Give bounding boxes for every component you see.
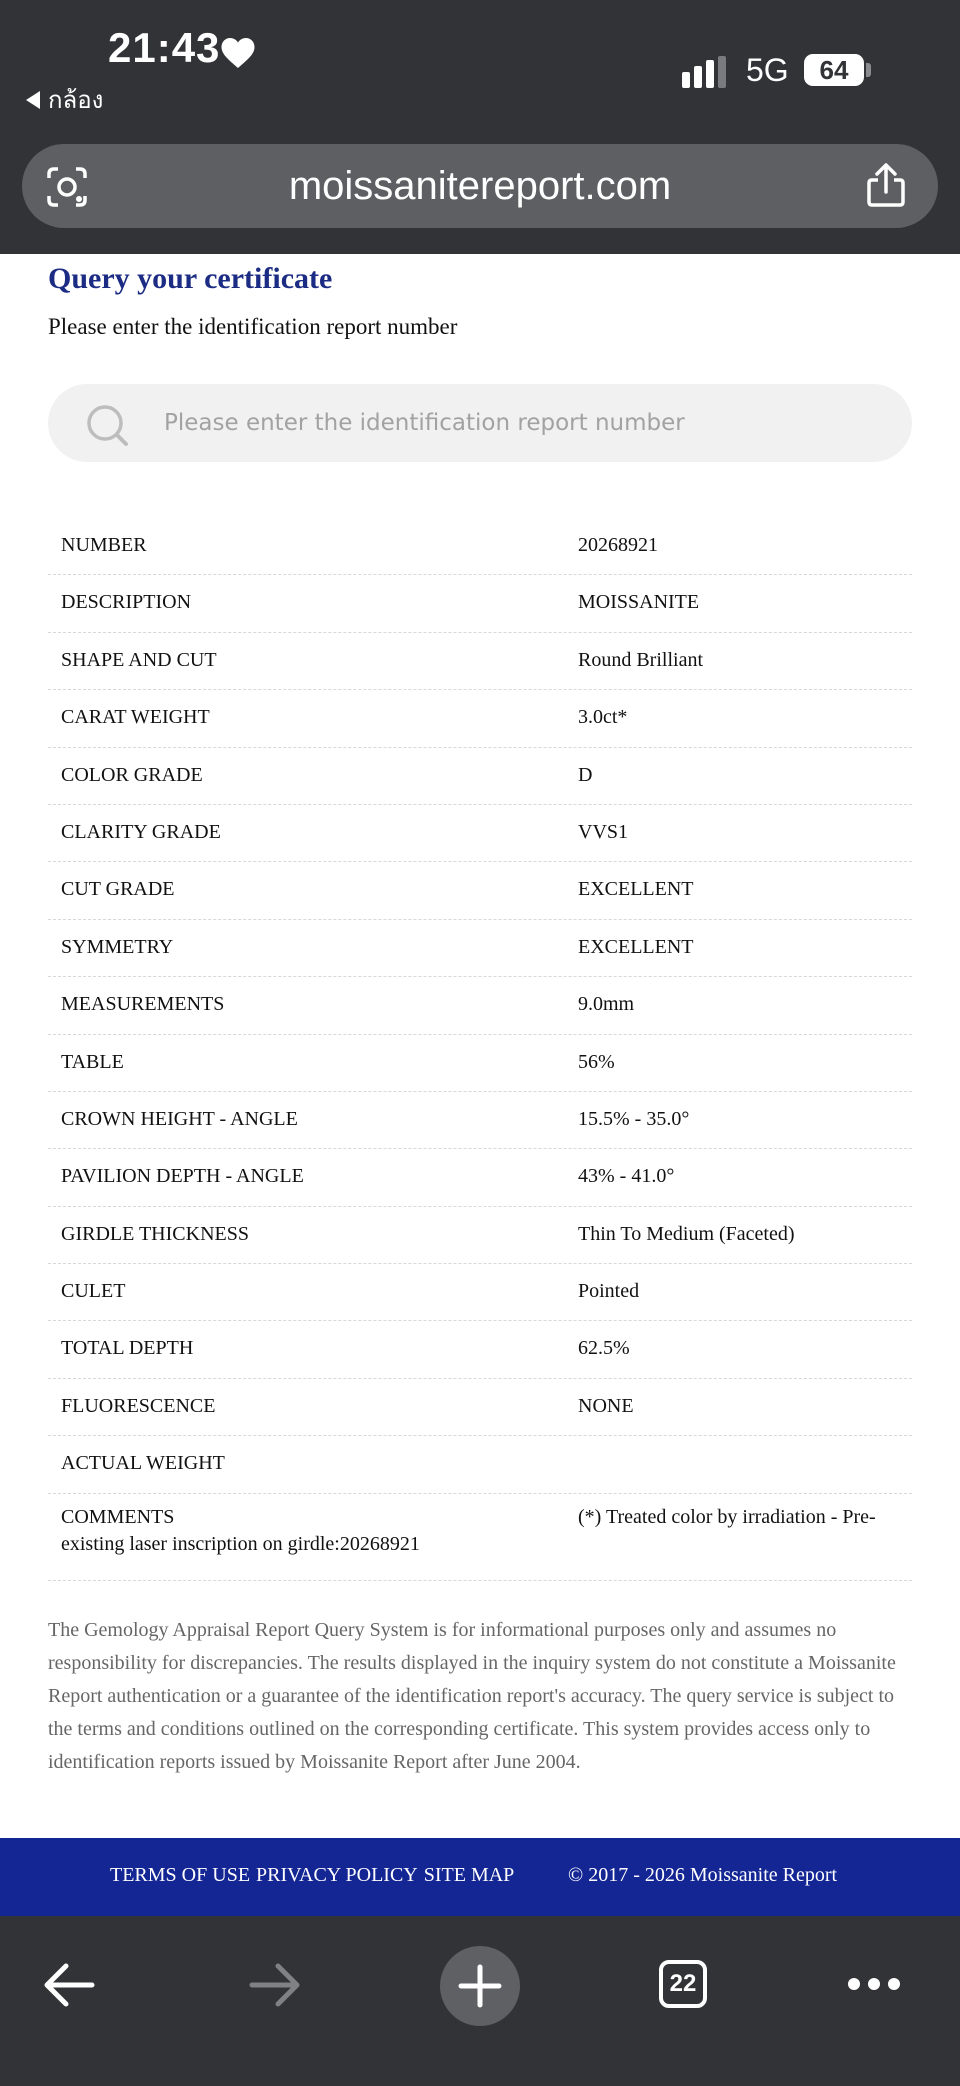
- status-time: 21:43: [108, 24, 221, 71]
- report-label: COLOR GRADE: [61, 763, 203, 786]
- report-row-color-grade: [48, 748, 912, 805]
- report-row-carat-weight: [48, 690, 912, 747]
- tab-switcher-button[interactable]: 22: [659, 1960, 707, 2008]
- site-map-link[interactable]: SITE MAP: [423, 1864, 515, 1886]
- report-label: MEASUREMENTS: [61, 993, 225, 1016]
- report-value: EXCELLENT: [578, 935, 694, 958]
- comments-continuation: existing laser inscription on girdle:20268921: [61, 1532, 420, 1555]
- search-box[interactable]: [48, 384, 912, 462]
- report-label: TABLE: [61, 1050, 124, 1073]
- browser-toolbar: [0, 1916, 960, 2086]
- report-value: 56%: [578, 1050, 615, 1073]
- heart-icon: [220, 36, 256, 70]
- report-row-symmetry: [48, 920, 912, 977]
- report-row-shape-and-cut: [48, 633, 912, 690]
- battery-indicator: 64: [804, 54, 864, 86]
- report-label: CUT GRADE: [61, 878, 175, 901]
- report-label: DESCRIPTION: [61, 591, 192, 614]
- copyright-text: © 2017 - 2026 Moissanite Report: [568, 1864, 838, 1886]
- report-label: CARAT WEIGHT: [61, 706, 210, 729]
- report-label: SHAPE AND CUT: [61, 648, 217, 671]
- report-row-cut-grade: [48, 862, 912, 919]
- report-value: 20268921: [578, 534, 658, 556]
- report-value: EXCELLENT: [578, 878, 694, 901]
- new-tab-button[interactable]: [440, 1946, 520, 2026]
- report-row-measurements: [48, 977, 912, 1034]
- network-type: 5G: [746, 52, 789, 88]
- report-value: D: [578, 763, 593, 786]
- terms-of-use-link[interactable]: TERMS OF USE: [110, 1864, 251, 1886]
- report-value: MOISSANITE: [578, 591, 700, 614]
- report-row-crown-height-angle: [48, 1092, 912, 1149]
- report-row-description: [48, 575, 912, 632]
- report-row-girdle-thickness: [48, 1207, 912, 1264]
- report-label: CULET: [61, 1280, 126, 1303]
- report-value: 15.5% - 35.0°: [578, 1107, 690, 1130]
- report-label: TOTAL DEPTH: [61, 1337, 194, 1360]
- report-row-table: [48, 1035, 912, 1092]
- report-value: VVS1: [578, 820, 629, 843]
- report-label: GIRDLE THICKNESS: [61, 1222, 249, 1245]
- report-label: PAVILION DEPTH - ANGLE: [61, 1165, 304, 1188]
- page-subtitle: Please enter the identification report number: [48, 314, 458, 339]
- report-value: Thin To Medium (Faceted): [578, 1222, 795, 1245]
- report-label: SYMMETRY: [61, 935, 174, 958]
- comments-value: (*) Treated color by irradiation - Pre-: [578, 1505, 876, 1528]
- report-value: 62.5%: [578, 1337, 630, 1360]
- more-options-icon[interactable]: [846, 1972, 902, 1996]
- report-label: CLARITY GRADE: [61, 820, 221, 843]
- report-row-pavilion-depth-angle: [48, 1149, 912, 1206]
- page-title: Query your certificate: [48, 262, 333, 295]
- report-row-number: [48, 518, 912, 575]
- privacy-policy-link[interactable]: PRIVACY POLICY: [256, 1864, 418, 1886]
- report-value: Round Brilliant: [578, 648, 703, 671]
- plus-icon: [458, 1964, 502, 2008]
- report-value: NONE: [578, 1394, 634, 1417]
- report-row-culet: [48, 1264, 912, 1321]
- report-row-total-depth: [48, 1321, 912, 1378]
- back-arrow-icon[interactable]: [42, 1960, 96, 2010]
- address-bar[interactable]: [22, 144, 938, 228]
- report-value: 43% - 41.0°: [578, 1165, 675, 1188]
- site-footer: [0, 1838, 960, 1916]
- report-label: ACTUAL WEIGHT: [61, 1452, 225, 1475]
- report-label: NUMBER: [61, 534, 147, 556]
- footer-links: [110, 1864, 514, 1887]
- report-row-fluorescence: [48, 1379, 912, 1436]
- back-app-label: กล้อง: [48, 86, 104, 114]
- report-label: CROWN HEIGHT - ANGLE: [61, 1107, 298, 1130]
- disclaimer-text: The Gemology Appraisal Report Query System is for informational purposes only and assumes no responsibility for discrepancies. The results displayed in the inquiry system do not constitute a Moissanite Report authentication or a guarantee of the identification report's accuracy. The query service is subject to the terms and conditions outlined on the corresponding certificate. This system provides access only to identification reports issued by Moissanite Report after June 2004.: [48, 1619, 896, 1773]
- url-text[interactable]: moissanitereport.com: [288, 164, 672, 208]
- report-row-comments: [48, 1494, 912, 1581]
- search-icon: [86, 404, 130, 448]
- report-number-search-input[interactable]: [164, 384, 884, 462]
- share-icon[interactable]: [866, 162, 906, 208]
- forward-arrow-icon[interactable]: [248, 1960, 302, 2010]
- report-value: Pointed: [578, 1280, 640, 1303]
- cellular-signal-icon: [680, 56, 730, 88]
- report-row-clarity-grade: [48, 805, 912, 862]
- battery-cap: [866, 63, 871, 77]
- comments-label: COMMENTS: [61, 1505, 175, 1528]
- report-label: FLUORESCENCE: [61, 1394, 216, 1417]
- back-triangle-icon: [26, 91, 40, 109]
- back-to-app-link[interactable]: [26, 80, 103, 119]
- status-bar: [0, 0, 960, 254]
- report-value: 3.0ct*: [578, 706, 628, 729]
- report-value: 9.0mm: [578, 993, 635, 1016]
- report-row-actual-weight: [48, 1436, 912, 1493]
- report-table: [48, 518, 912, 1581]
